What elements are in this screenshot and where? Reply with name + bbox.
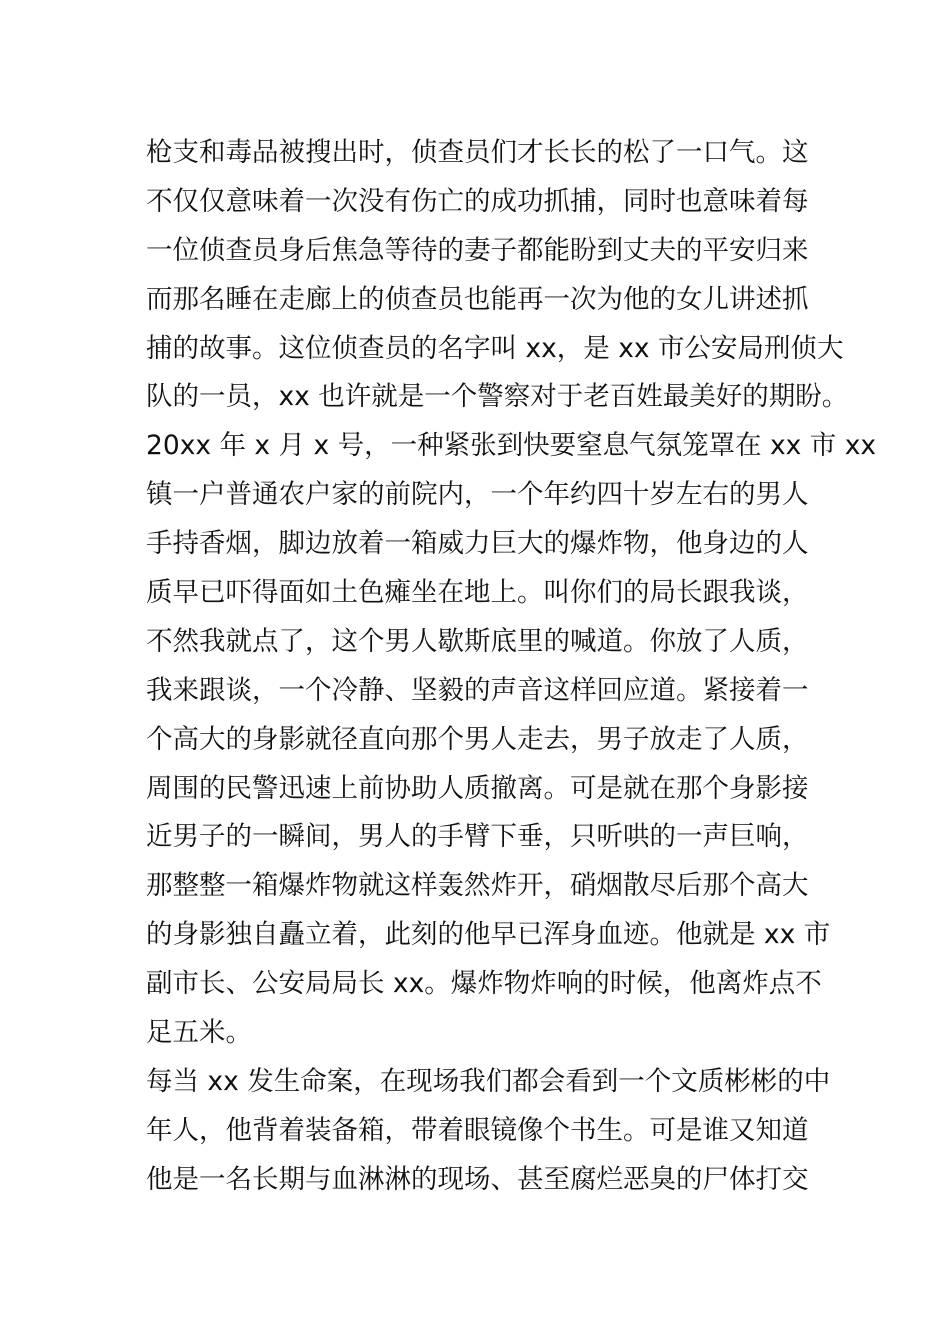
text-line: 每当 xx 发生命案，在现场我们都会看到一个文质彬彬的中 bbox=[146, 1065, 831, 1097]
text-line: 镇一户普通农户家的前院内，一个年约四十岁左右的男人 bbox=[146, 479, 809, 511]
text-line: 那整整一箱爆炸物就这样轰然炸开，硝烟散尽后那个高大 bbox=[146, 870, 809, 902]
text-line: 不然我就点了，这个男人歇斯底里的喊道。你放了人质， bbox=[146, 625, 809, 657]
document-body bbox=[146, 129, 877, 1205]
text-line: 足五米。 bbox=[146, 1017, 252, 1049]
text-line: 一位侦查员身后焦急等待的妻子都能盼到丈夫的平安归来 bbox=[146, 234, 809, 266]
text-line: 队的一员，xx 也许就是一个警察对于老百姓最美好的期盼。 bbox=[146, 381, 849, 413]
text-line: 年人，他背着装备箱，带着眼镜像个书生。可是谁又知道 bbox=[146, 1114, 809, 1146]
text-line: 枪支和毒品被搜出时，侦查员们才长长的松了一口气。这 bbox=[146, 137, 809, 168]
text-line: 我来跟谈，一个冷静、坚毅的声音这样回应道。紧接着一 bbox=[146, 674, 809, 706]
text-line: 20xx 年 x 月 x 号，一种紧张到快要窒息气氛笼罩在 xx 市 xx bbox=[146, 430, 877, 462]
text-line: 不仅仅意味着一次没有伤亡的成功抓捕，同时也意味着每 bbox=[146, 185, 809, 217]
text-line: 而那名睡在走廊上的侦查员也能再一次为他的女儿讲述抓 bbox=[146, 283, 809, 315]
text-line: 他是一名长期与血淋淋的现场、甚至腐烂恶臭的尸体打交 bbox=[146, 1163, 809, 1195]
text-line: 近男子的一瞬间，男人的手臂下垂，只听哄的一声巨响， bbox=[146, 821, 809, 853]
text-line: 个高大的身影就径直向那个男人走去，男子放走了人质， bbox=[146, 723, 809, 755]
text-line: 捕的故事。这位侦查员的名字叫 xx，是 xx 市公安局刑侦大 bbox=[146, 332, 844, 364]
text-line: 质早已吓得面如土色瘫坐在地上。叫你们的局长跟我谈， bbox=[146, 577, 809, 609]
text-line: 的身影独自矗立着，此刻的他早已浑身血迹。他就是 xx 市 bbox=[146, 919, 831, 951]
text-line: 手持香烟，脚边放着一箱威力巨大的爆炸物，他身边的人 bbox=[146, 528, 809, 560]
text-line: 周围的民警迅速上前协助人质撤离。可是就在那个身影接 bbox=[146, 772, 809, 804]
text-line: 副市长、公安局局长 xx。爆炸物炸响的时候，他离炸点不 bbox=[146, 968, 822, 1000]
